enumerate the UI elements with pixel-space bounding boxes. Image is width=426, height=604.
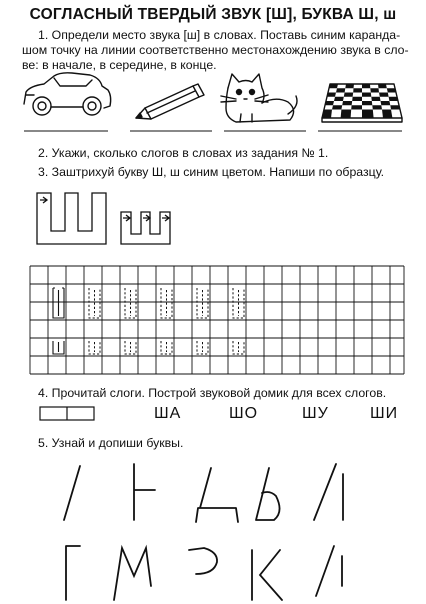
car-icon bbox=[24, 73, 111, 115]
task2-text: 2. Укажи, сколько слогов в словах из задания № 1. bbox=[38, 146, 329, 160]
letter-sh-uppercase-sample bbox=[37, 193, 106, 244]
sound-house-scheme[interactable] bbox=[40, 407, 94, 420]
partial-letters-row1 bbox=[64, 464, 343, 522]
task5-text: 5. Узнай и допиши буквы. bbox=[38, 436, 184, 450]
task1-line3: ве: в начале, в середине, в конце. bbox=[22, 58, 217, 72]
task1-line2: шом точку на линии соответственно местонахождению звука в сло- bbox=[22, 43, 409, 57]
task3-text: 3. Заштрихуй букву Ш, ш синим цветом. Напиши по образцу. bbox=[38, 165, 385, 179]
syllable-1: ША bbox=[154, 405, 182, 422]
syllable-2: ШО bbox=[229, 405, 259, 422]
letter-sh-lowercase-sample bbox=[121, 212, 170, 244]
page-title: СОГЛАСНЫЙ ТВЕРДЫЙ ЗВУК [Ш], БУКВА Ш, ш bbox=[29, 6, 397, 23]
task1-line1: 1. Определи место звука [ш] в словах. Поставь синим каранда- bbox=[38, 28, 401, 42]
syllable-3: ШУ bbox=[302, 405, 329, 422]
grid-tracing-letters bbox=[89, 288, 244, 354]
pencil-icon bbox=[136, 84, 204, 119]
chessboard-icon bbox=[322, 84, 402, 122]
task4-text: 4. Прочитай слоги. Построй звуковой домик для всех слогов. bbox=[38, 386, 387, 400]
partial-letters-row2 bbox=[66, 546, 342, 600]
writing-grid bbox=[30, 266, 404, 374]
grid-solid-letters bbox=[53, 288, 64, 354]
cat-icon bbox=[221, 74, 297, 122]
syllable-4: ШИ bbox=[370, 405, 399, 422]
